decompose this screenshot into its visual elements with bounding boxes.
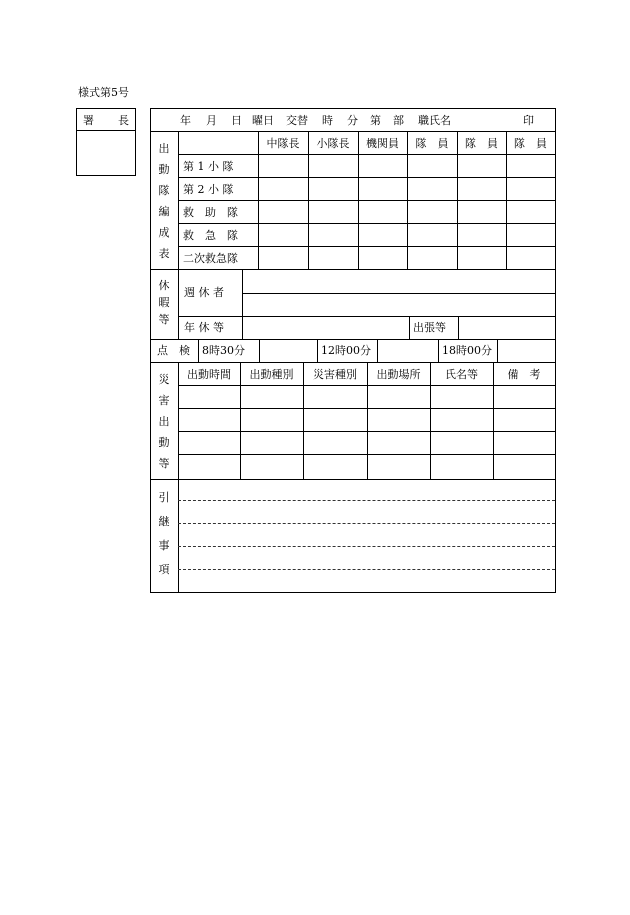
team-col-6: 隊 員 [514,137,547,150]
team-col-3: 機関員 [366,137,399,150]
header-year: 年 [180,114,191,127]
header-seal: 印 [523,114,534,127]
team-vertical-label: 出 動 隊 編 成 表 [158,142,170,260]
inspection-time-2: 12時00分 [321,344,371,357]
team-row-4: 救 急 隊 [183,229,238,242]
header-month: 月 [206,114,217,127]
inspection-time-1: 8時30分 [202,344,245,357]
team-col-4: 隊 員 [415,137,449,150]
handover-vertical-label: 引 継 事 項 [158,491,170,576]
team-row-1: 第 1 小 隊 [183,160,234,173]
disaster-col-5: 氏名等 [445,368,478,381]
team-col-2: 小隊長 [316,137,350,150]
handover-line-2[interactable] [178,523,555,524]
disaster-col-1: 出動時間 [187,368,231,381]
header-shift: 交替 [286,114,308,127]
duty-roster-form [150,108,556,593]
team-row-3: 救 助 隊 [183,206,238,219]
team-row-5: 二次救急隊 [183,252,238,265]
chief-stamp-box [76,108,136,176]
header-weekday: 曜日 [252,114,274,127]
disaster-col-3: 災害種別 [313,368,357,381]
form-number-label: 様式第5号 [78,86,129,99]
disaster-col-6: 備 考 [507,368,541,381]
header-day: 日 [231,114,242,127]
header-staff-name: 職氏名 [418,114,451,127]
disaster-vertical-label: 災 害 出 動 等 [158,373,170,470]
disaster-col-2: 出動種別 [249,368,294,381]
leave-vertical-label: 休 暇 等 [158,279,170,326]
team-row-2: 第 2 小 隊 [183,183,234,196]
chief-char-2: 長 [118,113,129,127]
chief-header [77,109,135,131]
chief-char-1: 署 [83,113,94,127]
handover-line-4[interactable] [178,569,555,570]
header-minute: 分 [347,114,358,127]
disaster-col-4: 出動場所 [376,368,421,381]
header-hour: 時 [322,114,333,127]
header-dai: 第 [370,114,381,127]
inspection-label: 点 検 [157,344,190,357]
header-bu: 部 [393,114,404,127]
handover-line-3[interactable] [178,546,555,547]
team-col-1: 中隊長 [266,137,300,150]
business-trip-label: 出張等 [413,321,446,334]
chief-stamp-area[interactable] [77,131,135,175]
handover-line-1[interactable] [178,500,555,501]
annual-leave-label: 年 休 等 [184,321,224,334]
weekly-off-label: 週 休 者 [184,286,224,299]
inspection-time-3: 18時00分 [442,344,492,357]
team-col-5: 隊 員 [465,137,498,150]
